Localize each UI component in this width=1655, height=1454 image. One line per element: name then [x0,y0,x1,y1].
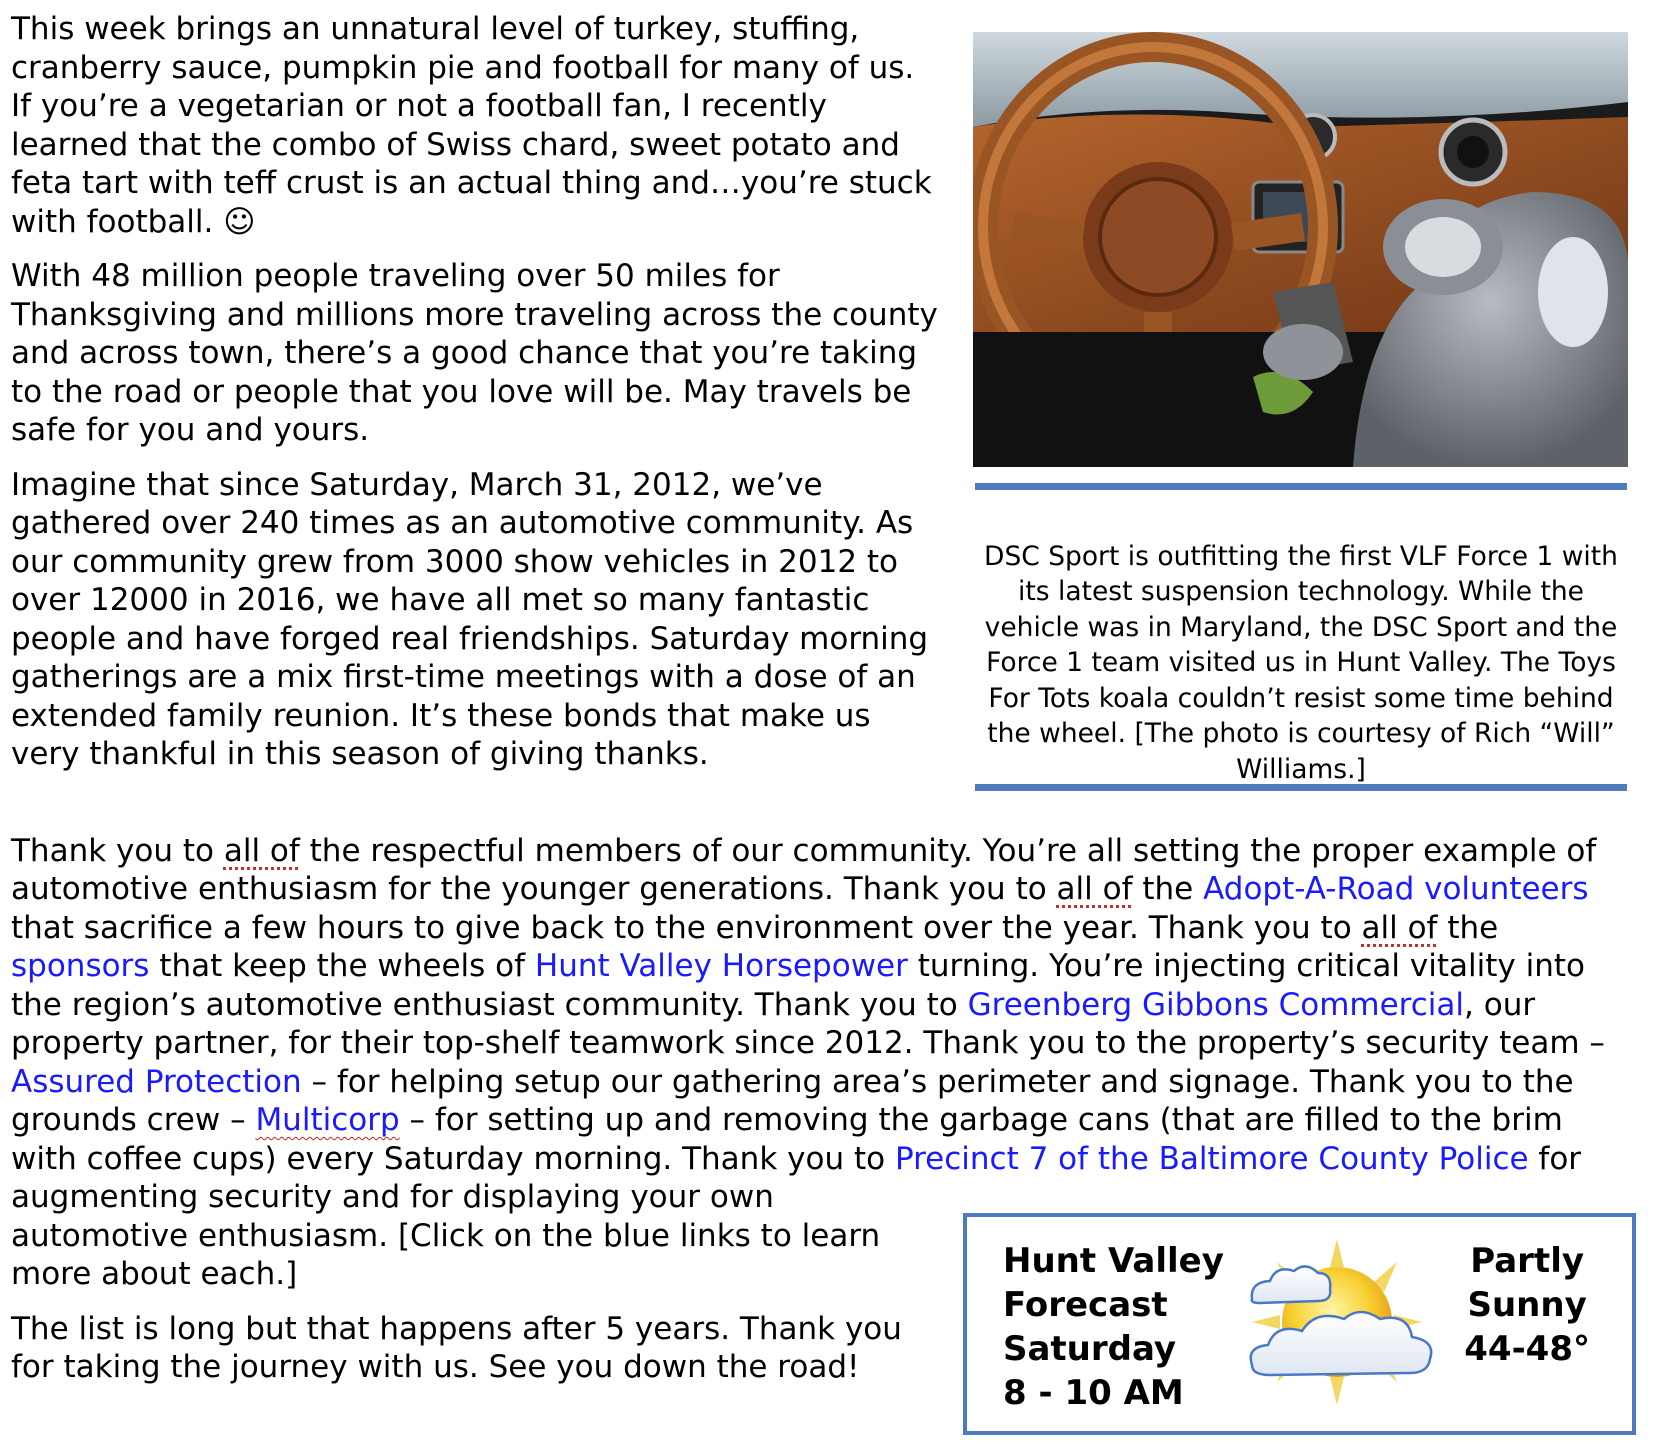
text-line: Thanksgiving and millions more traveling across the county [11,297,938,333]
spellcheck-flag: all of [223,833,300,869]
text-line: and across town, there’s a good chance that you’re taking [11,335,918,371]
text-line: Imagine that since Saturday, March 31, 2012, we’ve [11,467,823,503]
text-line: with football. ☺ [11,204,256,240]
link-greenberg-gibbons[interactable]: Greenberg Gibbons Commercial [967,987,1465,1023]
text-line: extended family reunion. It’s these bonds that make us [11,698,871,734]
weather-forecast-box [963,1213,1636,1435]
text-line: If you’re a vegetarian or not a football fan, I recently [11,88,827,124]
text-line: for taking the journey with us. See you down the road! [11,1349,860,1385]
forecast-line: Sunny [1467,1285,1587,1325]
text-line: more about each.] [11,1256,298,1292]
text-line: This week brings an unnatural level of turkey, stuffing, [11,11,860,47]
text-line: people and have forged real friendships. Saturday morning [11,621,929,657]
caption-bottom-rule [975,784,1627,791]
text-line: sponsors that keep the wheels of Hunt Valley Horsepower turning. You’re injecting critical vitality into [11,948,1585,984]
text-line: Assured Protection – for helping setup our gathering area’s perimeter and signage. Thank you to the [11,1064,1574,1100]
link-assured-protection[interactable]: Assured Protection [11,1064,302,1100]
forecast-line: Saturday [1003,1329,1177,1369]
spellcheck-flag: all of [1361,910,1438,946]
partly-sunny-icon [1232,1237,1442,1407]
forecast-line: Forecast [1003,1285,1168,1325]
text-line: augmenting security and for displaying your own [11,1179,774,1215]
text-line: the region’s automotive enthusiast community. Thank you to Greenberg Gibbons Commercial, our [11,987,1536,1023]
text-line: learned that the combo of Swiss chard, sweet potato and [11,127,900,163]
forecast-line: 8 - 10 AM [1003,1373,1184,1413]
text-line: safe for you and yours. [11,412,370,448]
text-line: Thank you to all of the respectful members of our community. You’re all setting the proper example of [11,833,1597,869]
photo-caption: DSC Sport is outfitting the first VLF Force 1 with its latest suspension technology. While the vehicle was in Maryland, the DSC Sport and the Force 1 team visited us in Hunt Valley. The Toys For Tots koala couldn’t resist some time behind the wheel. [The photo is courtesy of Rich “Will” Williams.] [984,540,1618,785]
text-line: feta tart with teff crust is an actual thing and…you’re stuck [11,165,932,201]
car-interior-image [973,32,1628,467]
text-line: The list is long but that happens after 5 years. Thank you [11,1311,902,1347]
text-line: grounds crew – Multicorp – for setting up and removing the garbage cans (that are filled to the brim [11,1102,1563,1138]
forecast-location-time [1003,1239,1224,1415]
forecast-line: Partly [1470,1241,1585,1281]
link-adopt-a-road[interactable]: Adopt-A-Road volunteers [1203,871,1589,907]
spellcheck-flag: all of [1056,871,1133,907]
link-hunt-valley-horsepower[interactable]: Hunt Valley Horsepower [534,948,908,984]
text-line: that sacrifice a few hours to give back to the environment over the year. Thank you to all of the [11,910,1499,946]
forecast-conditions [1464,1239,1590,1371]
caption-top-rule [975,483,1627,490]
text-line: over 12000 in 2016, we have all met so many fantastic [11,582,870,618]
text-line: our community grew from 3000 show vehicles in 2012 to [11,544,899,580]
koala-in-car-photo [973,32,1628,467]
text-line: With 48 million people traveling over 50 miles for [11,258,780,294]
text-line: gathered over 240 times as an automotive community. As [11,505,914,541]
text-line: gatherings are a mix first-time meetings with a dose of an [11,659,916,695]
text-line: cranberry sauce, pumpkin pie and football for many of us. [11,50,915,86]
text-line: to the road or people that you love will be. May travels be [11,374,912,410]
text-line: very thankful in this season of giving thanks. [11,736,709,772]
link-multicorp[interactable]: Multicorp [255,1102,400,1138]
forecast-line: Hunt Valley [1003,1241,1224,1281]
link-sponsors[interactable]: sponsors [11,948,150,984]
text-line: automotive enthusiasm. [Click on the blue links to learn [11,1218,881,1254]
text-line: with coffee cups) every Saturday morning. Thank you to Precinct 7 of the Baltimore County Police for [11,1141,1582,1177]
link-precinct-7[interactable]: Precinct 7 of the Baltimore County Police [894,1141,1529,1177]
text-line: automotive enthusiasm for the younger generations. Thank you to all of the Adopt-A-Road volunteers [11,871,1589,907]
forecast-temperature: 44-48° [1464,1329,1590,1369]
text-line: property partner, for their top-shelf teamwork since 2012. Thank you to the property’s security team – [11,1025,1605,1061]
